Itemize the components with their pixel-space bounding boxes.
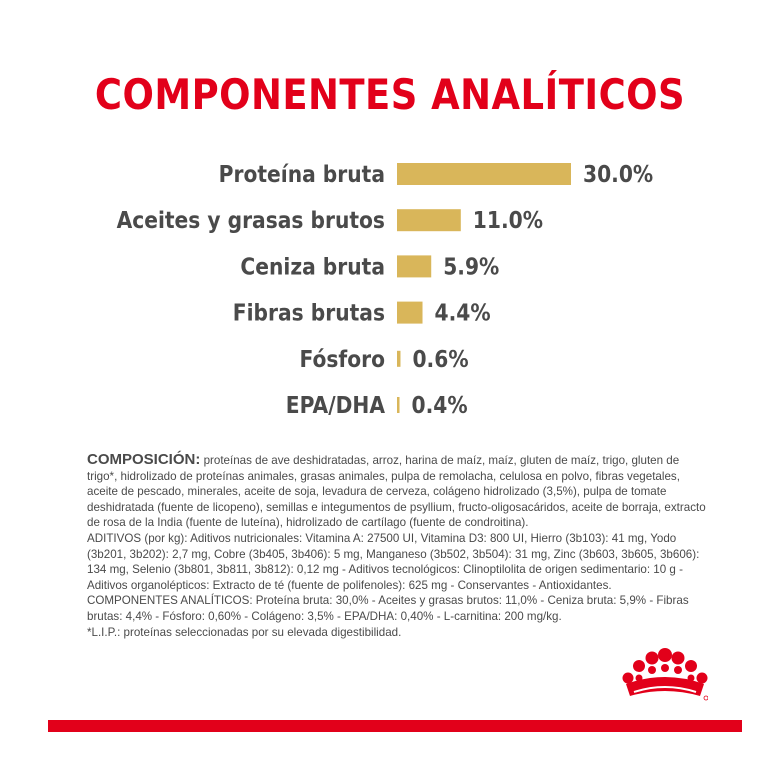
bar — [397, 302, 423, 324]
bar-category-label: Aceites y grasas brutos — [116, 208, 385, 235]
bar-value-label: 30.0% — [583, 161, 654, 189]
bar-value-label: 5.9% — [443, 254, 500, 281]
bar-value-label: 0.4% — [411, 392, 468, 420]
bar — [397, 209, 461, 231]
analytics-text: COMPONENTES ANALÍTICOS: Proteína bruta: 30,0% - Aceites y grasas brutos: 11,0% - Ceniza bruta: 5,9% - Fibras brutas: 4,4% - Fósforo: 0,60% - Colágeno: 3,5% - EPA/DHA: 0,40% - L-carnitina: 200 mg/kg. — [87, 594, 689, 623]
bar-category-label: Ceniza bruta — [240, 254, 385, 281]
composition-block — [87, 452, 712, 640]
bar-category-label: Fibras brutas — [232, 300, 385, 327]
crown-icon — [618, 648, 708, 704]
bar-category-label: EPA/DHA — [285, 392, 385, 420]
bar-value-label: 0.6% — [412, 346, 469, 374]
composition-text: proteínas de ave deshidratadas, arroz, harina de maíz, maíz, gluten de maíz, trigo, gluten de trigo*, hidrolizado de proteínas animales, grasas animales, pulpa de remolacha, celulosa en polvo, fibras vegetales, aceite de pescado, minerales, aceite de soja, levadura de cerveza, colágeno hidrolizado (3,5%), pulpa de tomate deshidratada (fuente de licopeno), semillas e integumentos de psyllium, fructo-oligosacáridos, aceite de borraja, extracto de rosa de la India (fuente de luteína), hidrolizado de cartílago (fuente de condroitina). — [87, 454, 706, 530]
bottom-red-bar — [48, 720, 742, 732]
page-title: COMPONENTES ANALÍTICOS — [94, 70, 686, 119]
bar — [397, 163, 571, 185]
footnote-text: *L.I.P.: proteínas seleccionadas por su elevada digestibilidad. — [87, 625, 402, 639]
bar — [397, 397, 400, 413]
bar — [397, 255, 431, 277]
bar — [397, 351, 400, 367]
bar-value-label: 11.0% — [472, 208, 544, 235]
additives-text: ADITIVOS (por kg): Aditivos nutricionales: Vitamina A: 27500 UI, Vitamina D3: 800 UI, Hierro (3b103): 41 mg, Yodo (3b201, 3b202): 2,7 mg, Cobre (3b405, 3b406): 5 mg, Manganeso (3b502, 3b504): 31 mg, Zinc (3b603, 3b605, 3b606): 134 mg, Selenio (3b801, 3b811, 3b812): 0,12 mg - Aditivos tecnológicos: Clinoptilolita de origen sedimentario: 10 g - Aditivos organolépticos: Extracto de té (fuente de polifenoles): 625 mg - Conservantes - Antioxidantes. — [87, 531, 700, 592]
bar-value-label: 4.4% — [434, 300, 491, 327]
bar-category-label: Proteína bruta — [218, 161, 385, 189]
composition-heading: COMPOSICIÓN: — [87, 451, 201, 468]
bar-category-label: Fósforo — [299, 346, 385, 374]
composition-paragraph — [87, 452, 712, 531]
